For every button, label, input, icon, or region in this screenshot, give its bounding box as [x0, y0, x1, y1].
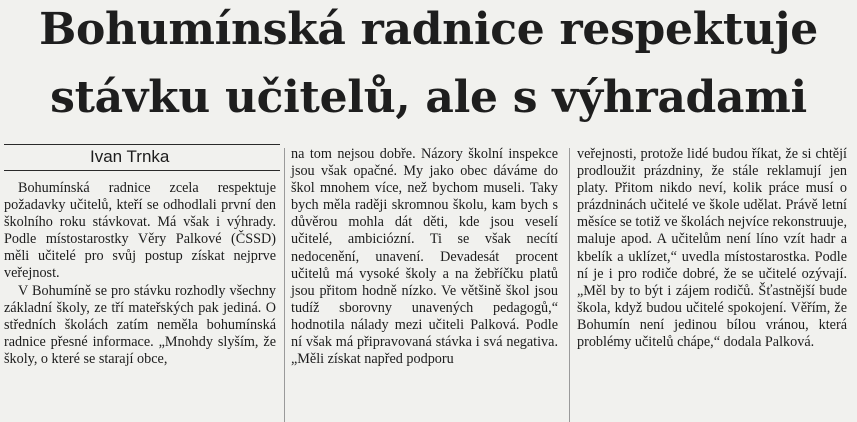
column-divider — [569, 148, 570, 422]
column-divider — [284, 148, 285, 422]
author-byline: Ivan Trnka — [90, 147, 170, 166]
article-paragraph: veřejnosti, protože lidé budou říkat, že si chtějí prodloužit prázdniny, že stále reklamují jen platy. Přitom nikdo neví, kolik práce musí o prázdninách učitelé ve škole udělat. Právě letní měsíce se totiž ve školách nejvíce rekonstruuje, maluje apod. A učitelům není líno vzít hadr a kbelík a uklízet,“ uvedla místostarostka. Podle ní je i pro rodiče dobré, že se učitelé ozývají. „Měl by to být i zájem rodičů. Šťastnější bude škola, když budou učitelé spokojení. Věřím, že Bohumín není jedinou bílou vránou, která problémy učitelů chápe,“ dodala Palková. — [577, 146, 847, 351]
headline-line-2: stávku učitelů, ale s výhradami — [50, 72, 807, 123]
byline-top-rule — [4, 144, 280, 145]
headline — [0, 0, 857, 126]
article-paragraph: V Bohumíně se pro stávku rozhodly všechny základní školy, ze tří mateřských pak jediná. O středních školách zatím neměla bohumínská radnice přesné informace. „Mnohdy slyším, že školy, o které se starají obce, — [4, 282, 276, 367]
byline-bottom-rule — [4, 170, 280, 171]
article-paragraph: Bohumínská radnice zcela respektuje požadavky učitelů, kteří se odhodlali první den školního roku stávkovat. Má však i výhrady. Podle místostarostky Věry Palkové (ČSSD) měli učitelé pro svůj postup získat nejprve veřejnost. — [4, 180, 276, 282]
article-column-3 — [577, 146, 847, 351]
article-paragraph: na tom nejsou dobře. Názory školní inspekce jsou však opačné. My jako obec dáváme do škol mnohem více, než bychom museli. Taky bych měla raději skromnou školu, kam bych s důvěrou mohla dát děti, kde jsou veselí učitelé, ambiciózní. Ti se však necítí nedocenění, unavení. Devadesát procent učitelů má vysoké školy a na žebříčku platů jsou přitom hodně nízko. Ve většině škol jsou tudíž sborovny unavených pedagogů,“ hodnotila nálady mezi učiteli Palková. Podle ní však má připravovaná stávka i svá negativa. „Měli získat napřed podporu — [291, 146, 558, 368]
article-column-1 — [4, 180, 276, 368]
article-column-2 — [291, 146, 558, 368]
headline-line-1: Bohumínská radnice respektuje — [39, 4, 818, 55]
